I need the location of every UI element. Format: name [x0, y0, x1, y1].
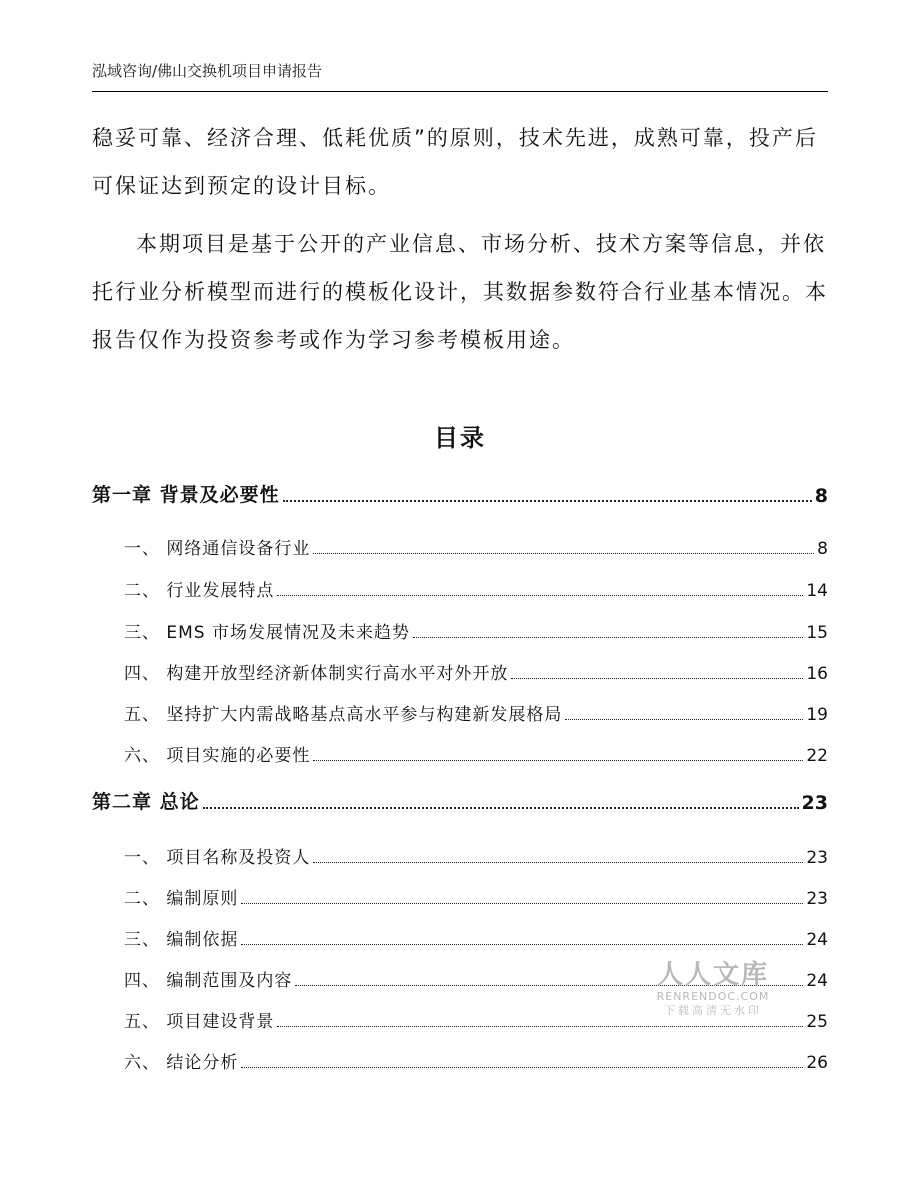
- toc-entry-label: 五、 坚持扩大内需战略基点高水平参与构建新发展格局: [124, 705, 563, 725]
- toc-entry-label: 五、 项目建设背景: [124, 1012, 275, 1032]
- toc-page-number: 16: [806, 664, 828, 684]
- toc-leader-dots: [241, 903, 803, 904]
- toc-entry-label: 第二章 总论: [92, 791, 200, 813]
- toc-leader-dots: [277, 1026, 803, 1027]
- toc-entry-label: 一、 项目名称及投资人: [124, 848, 311, 868]
- toc-entry-label: 二、 编制原则: [124, 889, 239, 909]
- toc-entry-label: 六、 项目实施的必要性: [124, 746, 311, 766]
- toc-page-number: 19: [806, 705, 828, 725]
- toc-page-number: 23: [806, 848, 828, 868]
- toc-section-entry[interactable]: [124, 842, 828, 868]
- toc-leader-dots: [313, 760, 803, 761]
- toc-leader-dots: [203, 807, 799, 809]
- toc-page-number: 24: [806, 971, 828, 991]
- toc-section-entry[interactable]: [124, 575, 828, 601]
- toc-leader-dots: [313, 862, 803, 863]
- toc-page-number: 23: [801, 792, 828, 814]
- toc-leader-dots: [241, 944, 803, 945]
- toc-page-number: 25: [806, 1012, 828, 1032]
- toc-leader-dots: [413, 637, 803, 638]
- toc-leader-dots: [565, 719, 803, 720]
- toc-chapter-entry[interactable]: [92, 788, 828, 814]
- toc-leader-dots: [241, 1067, 803, 1068]
- toc-entry-label: 一、 网络通信设备行业: [124, 539, 311, 559]
- body-paragraph: 稳妥可靠、经济合理、低耗优质”的原则，技术先进，成熟可靠，投产后可保证达到预定的设计目标。: [92, 126, 818, 198]
- watermark-url: RENRENDOC.COM: [656, 990, 770, 1003]
- toc-page-number: 14: [806, 581, 828, 601]
- toc-leader-dots: [511, 678, 803, 679]
- watermark: [648, 960, 778, 1018]
- toc-entry-label: 二、 行业发展特点: [124, 581, 275, 601]
- toc-entry-label: 六、 结论分析: [124, 1053, 239, 1073]
- toc-section-entry[interactable]: [124, 533, 828, 559]
- watermark-slogan: 下载高清无水印: [664, 1004, 762, 1017]
- page-header: 泓域咨询/佛山交换机项目申请报告: [92, 60, 828, 92]
- toc-page-number: 22: [806, 746, 828, 766]
- toc-page-number: 24: [806, 930, 828, 950]
- body-paragraph: 本期项目是基于公开的产业信息、市场分析、技术方案等信息，并依托行业分析模型而进行的模板化设计，其数据参数符合行业基本情况。本报告仅作为投资参考或作为学习参考模板用途。: [92, 232, 828, 352]
- toc-leader-dots: [283, 500, 812, 502]
- toc-page-number: 8: [817, 539, 828, 559]
- toc-section-entry[interactable]: [124, 924, 828, 950]
- toc-entry-label: 四、 构建开放型经济新体制实行高水平对外开放: [124, 664, 509, 684]
- toc-page-number: 15: [806, 623, 828, 643]
- toc-section-entry[interactable]: [124, 883, 828, 909]
- toc-section-entry[interactable]: [124, 740, 828, 766]
- watermark-title: 人人文库: [656, 960, 769, 990]
- toc-page-number: 8: [814, 485, 828, 507]
- toc-chapter-entry[interactable]: [92, 481, 828, 507]
- toc-section-entry[interactable]: [124, 699, 828, 725]
- toc-entry-label: 三、 EMS 市场发展情况及未来趋势: [124, 623, 411, 643]
- toc-page-number: 23: [806, 889, 828, 909]
- toc-leader-dots: [277, 595, 803, 596]
- toc-entry-label: 四、 编制范围及内容: [124, 971, 293, 991]
- toc-entry-label: 第一章 背景及必要性: [92, 484, 280, 506]
- toc-leader-dots: [313, 553, 814, 554]
- toc-section-entry[interactable]: [124, 617, 828, 643]
- toc-title: 目录: [434, 424, 486, 452]
- toc-entry-label: 三、 编制依据: [124, 930, 239, 950]
- toc-section-entry[interactable]: [124, 1047, 828, 1073]
- toc-page-number: 26: [806, 1053, 828, 1073]
- toc-section-entry[interactable]: [124, 658, 828, 684]
